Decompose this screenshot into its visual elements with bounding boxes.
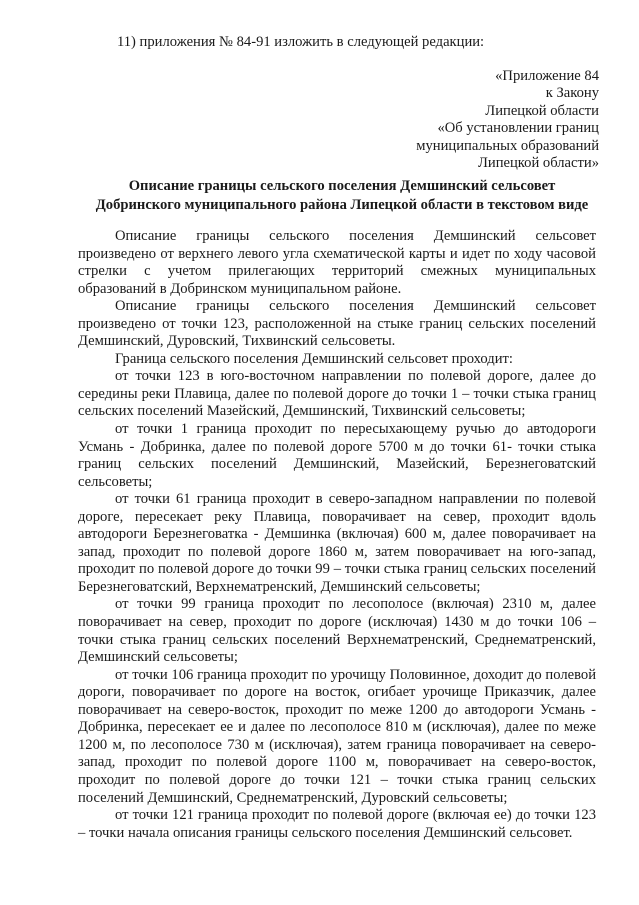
appendix-header: [299, 68, 599, 172]
appendix-header-line: к Закону: [545, 85, 599, 102]
body-paragraph: Описание границы сельского поселения Демшинский сельсовет произведено от точки 123, расположенной на стыке границ сельских поселений Демшинский, Дуровский, Тихвинский сельсоветы.: [78, 298, 596, 350]
body-paragraph: от точки 61 граница проходит в северо-западном направлении по полевой дороге, пересекает реку Плавица, поворачивает на север, проходит вдоль автодороги Березнеговатка - Демшинка (включая) 600 м, далее поворачивает на запад, проходит по полевой дороге 1860 м, затем поворачивает на юго-запад, проходит по полевой дороге до точки 99 – точки стыка границ сельских поселений Березнеговатский, Верхнематренский, Демшинский сельсоветы;: [78, 491, 596, 595]
document-title: [72, 177, 612, 215]
body-paragraph: Описание границы сельского поселения Демшинский сельсовет произведено от верхнего левого угла схематической карты и идет по ходу часовой стрелки с учетом прилегающих территорий смежных муниципальных образований в Добринском муниципальном районе.: [78, 228, 596, 297]
document-title-line: Добринского муниципального района Липецкой области в текстовом виде: [95, 197, 589, 213]
appendix-header-line: Липецкой области»: [478, 155, 599, 172]
appendix-header-line: «Об установлении границ: [437, 120, 599, 137]
body-paragraph: от точки 99 граница проходит по лесополосе (включая) 2310 м, далее поворачивает на север, проходит по дороге (исключая) 1430 м до точки 106 – точки стыка границ сельских поселений Верхнематренский, Среднематренский, Демшинский сельсоветы;: [78, 596, 596, 666]
body-paragraph: от точки 106 граница проходит по урочищу Половинное, доходит до полевой дороги, поворачивает по дороге на восток, огибает урочище Приказчик, далее поворачивает на северо-восток, проходит по меже 1200 до автодороги Усмань - Добринка, пересекает ее и далее по лесополосе 810 м (исключая), далее по меже 1200 м, по лесополосе 730 м (исключая), затем граница поворачивает на северо-запад, проходит по полевой дороге 1100 м, поворачивает на северо-восток, проходит по полевой дороге до точки 121 – точки стыка границ сельских поселений Демшинский, Среднематренский, Дуровский сельсоветы;: [78, 666, 596, 806]
appendix-header-line: Липецкой области: [485, 102, 599, 119]
body-paragraph: Граница сельского поселения Демшинский сельсовет проходит:: [115, 350, 513, 367]
body-paragraph: от точки 121 граница проходит по полевой дороге (включая ее) до точки 123 – точки начала описания границы сельского поселения Демшинский сельсовет.: [78, 807, 596, 841]
document-title-line: Описание границы сельского поселения Демшинский сельсовет: [128, 178, 556, 194]
appendix-header-line: муниципальных образований: [416, 137, 599, 154]
document-body: [78, 228, 596, 842]
body-paragraph: от точки 123 в юго-восточном направлении по полевой дороге, далее до середины реки Плавица, далее по полевой дороге до точки 1 – точки стыка границ сельских поселений Мазейский, Демшинский, Тихвинский сельсоветы;: [78, 368, 596, 420]
appendix-header-line: «Приложение 84: [495, 68, 599, 84]
body-paragraph: от точки 1 граница проходит по пересыхающему ручью до автодороги Усмань - Добринка, далее по полевой дороге 5700 м до точки 61- точки стыка границ сельских поселений Демшинский, Мазейский, Березнеговатский сельсоветы;: [78, 421, 596, 490]
amendment-intro-line: 11) приложения № 84-91 изложить в следующей редакции:: [117, 34, 485, 50]
